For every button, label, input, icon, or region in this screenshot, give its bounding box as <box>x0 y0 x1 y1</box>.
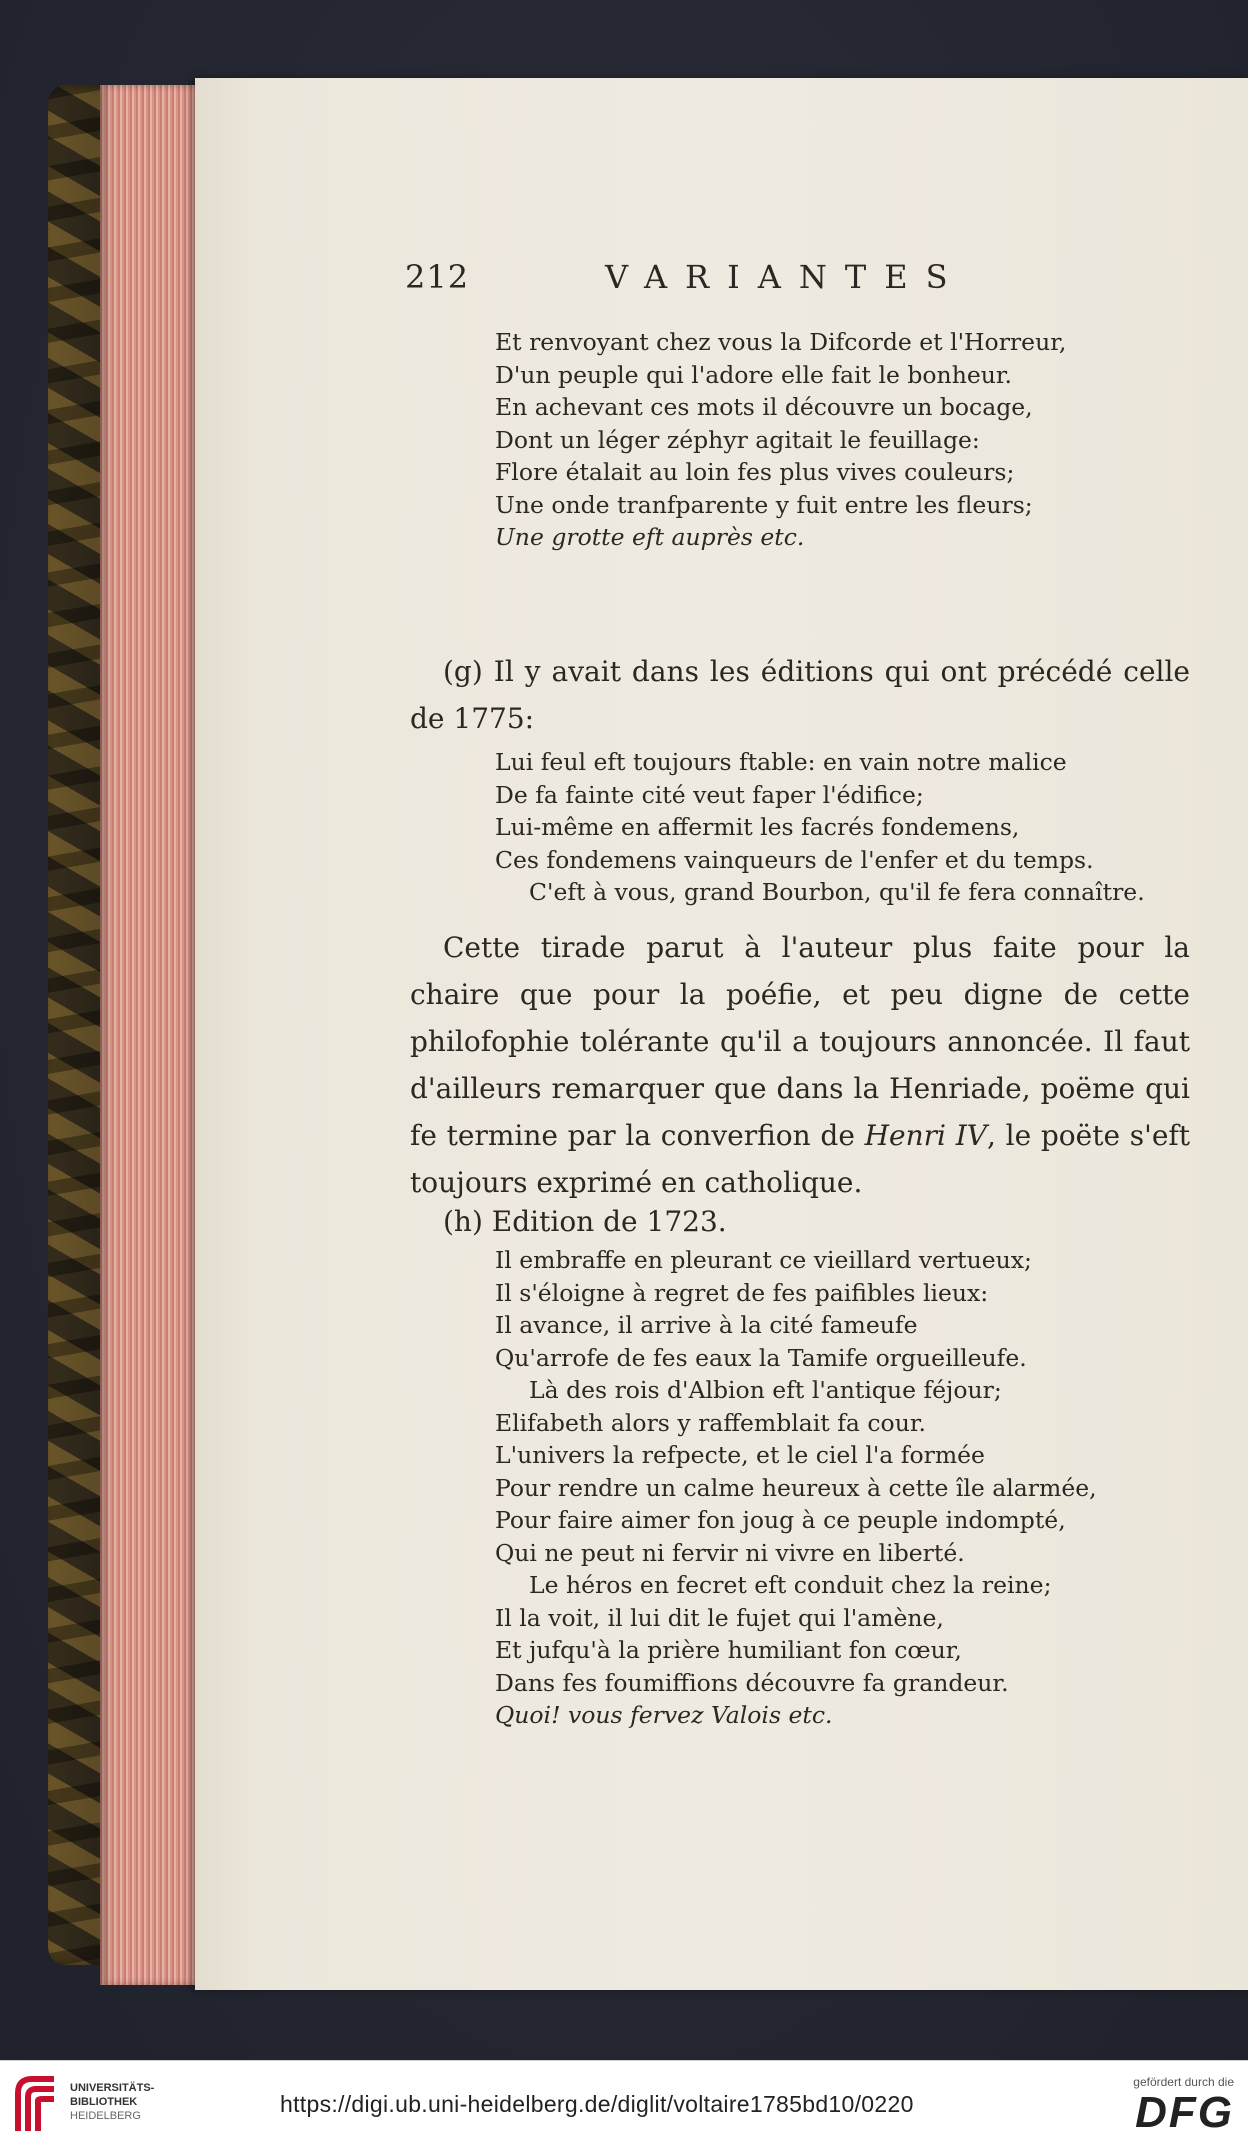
verse-line: Qui ne peut ni fervir ni vivre en liberté. <box>495 1538 965 1567</box>
verse-line: C'eft à vous, grand Bourbon, qu'il fe fera connaître. <box>529 878 1145 906</box>
verse-line: Dans fes foumiffions découvre fa grandeur. <box>495 1668 1009 1697</box>
permalink-url[interactable]: https://digi.ub.uni-heidelberg.de/diglit/voltaire1785bd10/0220 <box>280 2091 914 2117</box>
commentary-after: , le poëte s'eft toujours exprimé en catholique. <box>410 1119 1191 1199</box>
verse-line: Une onde tranfparente y fuit entre les fleurs; <box>495 490 1033 519</box>
verse-line: Et jufqu'à la prière humiliant fon cœur, <box>495 1636 962 1664</box>
verse-line: Il embraffe en pleurant ce vieillard vertueux; <box>495 1246 1032 1274</box>
note-g-text: Il y avait dans les éditions qui ont précédé celle de 1775: <box>410 655 1191 735</box>
commentary <box>410 924 1190 1206</box>
page-content <box>195 78 1248 1990</box>
library-name-line: BIBLIOTHEK <box>70 2096 138 2108</box>
verse-line: Qu'arrofe de fes eaux la Tamife orgueilleufe. <box>495 1343 1027 1372</box>
verse-line: Lui-même en affermit les facrés fondemens, <box>495 813 1020 841</box>
viewer-footer <box>0 2060 1248 2150</box>
funder-credit <box>1104 2075 1234 2137</box>
book-page <box>195 78 1248 1990</box>
verse-line: D'un peuple qui l'adore elle fait le bonheur. <box>495 360 1012 389</box>
verse-line: Dont un léger zéphyr agitait le feuillage: <box>495 425 980 454</box>
page-number: 212 <box>405 258 470 296</box>
commentary-before: Cette tirade parut à l'auteur plus faite pour la chaire que pour la poéfie, et peu digne de cette philofophie tolérante qu'il a toujours annoncée. Il faut d'ailleurs remarquer que dans la Henriade, poëme qui fe termine par la converfion de <box>410 931 1190 1152</box>
verse-block-3 <box>495 1244 1097 1732</box>
verse-block-1 <box>495 326 1066 554</box>
note-h <box>410 1198 1190 1245</box>
verse-line: Et renvoyant chez vous la Difcorde et l'Horreur, <box>495 328 1067 356</box>
library-name <box>70 2081 180 2123</box>
verse-line: Une grotte eft auprès etc. <box>495 523 805 551</box>
verse-line: Il s'éloigne à regret de fes paifibles lieux: <box>495 1278 989 1307</box>
verse-line: Pour faire aimer fon joug à ce peuple indompté, <box>495 1506 1066 1534</box>
verse-line: Lui feul eft toujours ftable: en vain notre malice <box>495 748 1067 776</box>
verse-block-2 <box>495 746 1145 909</box>
funder-label: gefördert durch die <box>1133 2075 1234 2089</box>
verse-line: Quoi! vous fervez Valois etc. <box>495 1701 833 1729</box>
page-block-edge <box>100 85 210 1985</box>
library-name-line: HEIDELBERG <box>70 2110 141 2122</box>
verse-line: Là des rois d'Albion eft l'antique féjour; <box>529 1376 1002 1404</box>
note-g <box>410 648 1190 742</box>
verse-line: Elifabeth alors y raffemblait fa cour. <box>495 1408 926 1437</box>
verse-line: Ces fondemens vainqueurs de l'enfer et du temps. <box>495 845 1094 874</box>
note-g-mark: (g) <box>443 655 483 688</box>
note-h-text: Edition de 1723. <box>491 1205 727 1238</box>
section-title: VARIANTES <box>605 258 966 296</box>
commentary-italic: Henri IV <box>864 1119 987 1152</box>
note-h-mark: (h) <box>443 1205 483 1238</box>
running-head <box>405 258 1125 318</box>
verse-line: Flore étalait au loin fes plus vives couleurs; <box>495 458 1015 486</box>
verse-line: En achevant ces mots il découvre un bocage, <box>495 393 1033 421</box>
library-name-line: UNIVERSITÄTS- <box>70 2082 155 2094</box>
verse-line: Il avance, il arrive à la cité fameufe <box>495 1311 918 1339</box>
verse-line: Le héros en fecret eft conduit chez la reine; <box>529 1571 1052 1599</box>
verse-line: De fa fainte cité veut faper l'édifice; <box>495 780 924 809</box>
verse-line: L'univers la refpecte, et le ciel l'a formée <box>495 1441 985 1469</box>
university-library-logo-icon <box>14 2073 60 2135</box>
verse-line: Il la voit, il lui dit le fujet qui l'amène, <box>495 1603 944 1632</box>
dfg-logo: DFG <box>1135 2088 1234 2137</box>
verse-line: Pour rendre un calme heureux à cette île alarmée, <box>495 1473 1097 1502</box>
